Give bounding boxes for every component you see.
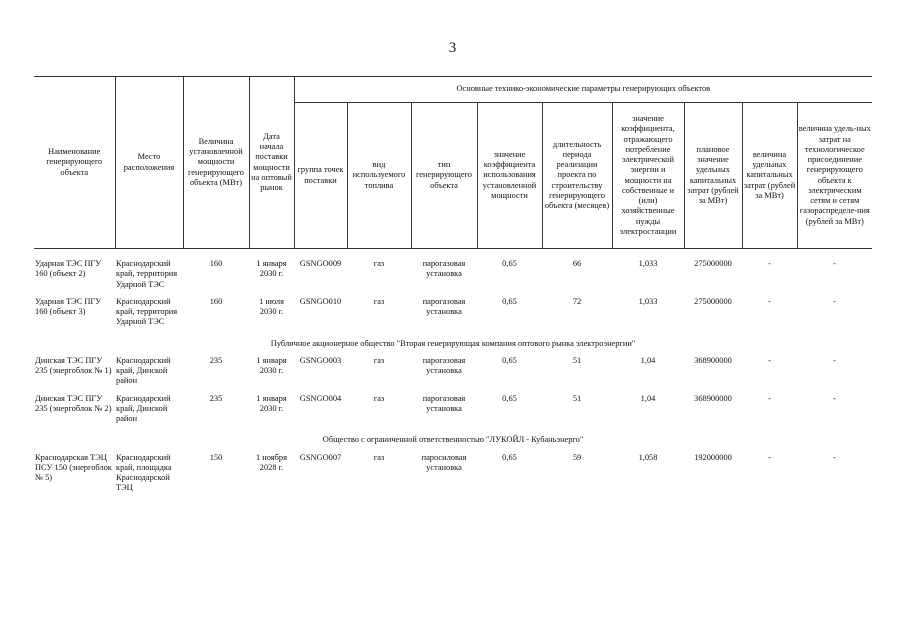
cell-date: 1 ноября 2028 г. — [256, 452, 287, 472]
cell-capex-value: - — [768, 296, 771, 306]
org-row — [34, 334, 872, 355]
table-row — [34, 355, 872, 393]
header-capacity: Величина установленной мощности генерирующего объекта (МВт) — [183, 77, 249, 249]
header-fuel: вид используемого топлива — [347, 103, 411, 249]
header-usage-coef: значение коэффициента использования установленной мощности — [477, 103, 542, 249]
header-params-group: Основные технико-экономические параметры генерирующих объектов — [294, 77, 872, 103]
cell-type: паросиловая установка — [421, 452, 467, 472]
header-consumption-coef: значение коэффициента, отражающего потребление электрической энергии и мощности на собственные и (или) хозяйственные нужды электростанции — [612, 103, 684, 249]
table-row — [34, 258, 872, 296]
cell-type: парогазовая установка — [422, 355, 466, 375]
cell-location: Краснодарский край, территория Ударной ТЭС — [116, 259, 178, 289]
org-name: Публичное акционерное общество "Вторая генерирующая компания оптового рынка электроэнергии" — [270, 338, 636, 348]
header-location: Место расположения — [115, 77, 183, 249]
header-name: Наименование генерирующего объекта — [34, 77, 115, 249]
cell-group: GSNGO007 — [299, 452, 342, 462]
cell-connection: - — [833, 296, 836, 306]
cell-date: 1 января 2030 г. — [256, 355, 287, 375]
org-row — [34, 430, 872, 451]
cell-fuel: газ — [373, 452, 385, 462]
header-capex-plan: плановое значение удельных капитальных затрат (рублей за МВт) — [684, 103, 742, 249]
cell-capacity: 235 — [209, 393, 223, 403]
cell-consumption: 1,04 — [640, 355, 656, 365]
header-connection-cost: величина удель-ных затрат на технологическое присоединение генерирующего объекта к электрическим сетям и сетям газораспределе-ния (рублей за МВт) — [797, 103, 872, 249]
cell-name: Краснодарская ТЭЦ ПСУ 150 (энергоблок № 5) — [35, 452, 112, 482]
header-duration: длительность периода реализации проекта по строительству генерирующего объекта (месяцев) — [542, 103, 612, 249]
cell-usage: 0,65 — [502, 296, 517, 306]
cell-capex-plan: 368900000 — [694, 393, 732, 403]
header-capex-value: величина удельных капитальных затрат (рублей за МВт) — [742, 103, 797, 249]
cell-usage: 0,65 — [502, 355, 517, 365]
parameters-table — [34, 76, 872, 500]
cell-capacity: 160 — [209, 259, 223, 268]
cell-usage: 0,65 — [502, 393, 517, 403]
header-start-date: Дата начала поставки мощности на оптовый рынок — [249, 77, 294, 249]
cell-duration: 59 — [572, 452, 582, 462]
cell-name: Ударная ТЭС ПГУ 160 (объект 2) — [35, 259, 102, 279]
cell-capacity: 235 — [209, 355, 223, 365]
cell-connection: - — [833, 393, 836, 403]
cell-consumption: 1,033 — [638, 296, 658, 306]
cell-fuel: газ — [373, 259, 385, 268]
cell-capex-value: - — [768, 355, 771, 365]
cell-connection: - — [833, 259, 836, 268]
cell-type: парогазовая установка — [422, 259, 466, 279]
cell-duration: 51 — [572, 393, 582, 403]
cell-usage: 0,65 — [502, 259, 517, 268]
cell-capex-plan: 275000000 — [694, 296, 732, 306]
cell-fuel: газ — [373, 393, 385, 403]
cell-type: парогазовая установка — [422, 393, 466, 413]
cell-capex-plan: 368900000 — [694, 355, 732, 365]
cell-consumption: 1,04 — [640, 393, 656, 403]
cell-fuel: газ — [373, 355, 385, 365]
cell-type: парогазовая установка — [422, 296, 466, 316]
cell-name: Динская ТЭС ПГУ 235 (энергоблок № 1) — [35, 355, 112, 375]
cell-name: Ударная ТЭС ПГУ 160 (объект 3) — [35, 296, 102, 316]
cell-group: GSNGO003 — [299, 355, 342, 365]
table-row — [34, 393, 872, 431]
header-type: тип генерирующего объекта — [411, 103, 477, 249]
cell-capex-value: - — [768, 393, 771, 403]
cell-fuel: газ — [373, 296, 385, 306]
cell-capex-value: - — [768, 259, 771, 268]
cell-group: GSNGO010 — [299, 296, 342, 306]
cell-capex-plan: 275000000 — [694, 259, 732, 268]
cell-date: 1 января 2030 г. — [256, 393, 287, 413]
cell-consumption: 1,033 — [638, 259, 658, 268]
cell-duration: 51 — [572, 355, 582, 365]
cell-capex-plan: 192000000 — [694, 452, 732, 462]
table-row — [34, 296, 872, 334]
org-name: Общество с ограниченной ответственностью "ЛУКОЙЛ - Кубаньэнерго" — [322, 435, 584, 445]
cell-location: Краснодарский край, территория Ударной ТЭС — [116, 296, 178, 327]
cell-group: GSNGO004 — [299, 393, 342, 403]
page-number: 3 — [448, 40, 457, 56]
cell-connection: - — [833, 355, 836, 365]
table-row — [34, 452, 872, 500]
cell-duration: 66 — [572, 259, 582, 268]
cell-consumption: 1,058 — [638, 452, 658, 462]
cell-date: 1 июля 2030 г. — [259, 296, 284, 316]
cell-capex-value: - — [768, 452, 771, 462]
cell-date: 1 января 2030 г. — [256, 259, 287, 279]
cell-location: Краснодарский край, Динской район — [116, 355, 171, 386]
cell-duration: 72 — [572, 296, 582, 306]
cell-name: Динская ТЭС ПГУ 235 (энергоблок № 2) — [35, 393, 112, 413]
cell-connection: - — [833, 452, 836, 462]
cell-capacity: 160 — [209, 296, 223, 306]
cell-group: GSNGO009 — [299, 259, 342, 268]
cell-location: Краснодарский край, Динской район — [116, 393, 171, 423]
header-supply-group: группа точек поставки — [294, 103, 347, 249]
cell-capacity: 150 — [209, 452, 223, 462]
cell-location: Краснодарский край, площадка Краснодарской ТЭЦ — [116, 452, 172, 493]
cell-usage: 0,65 — [502, 452, 517, 462]
